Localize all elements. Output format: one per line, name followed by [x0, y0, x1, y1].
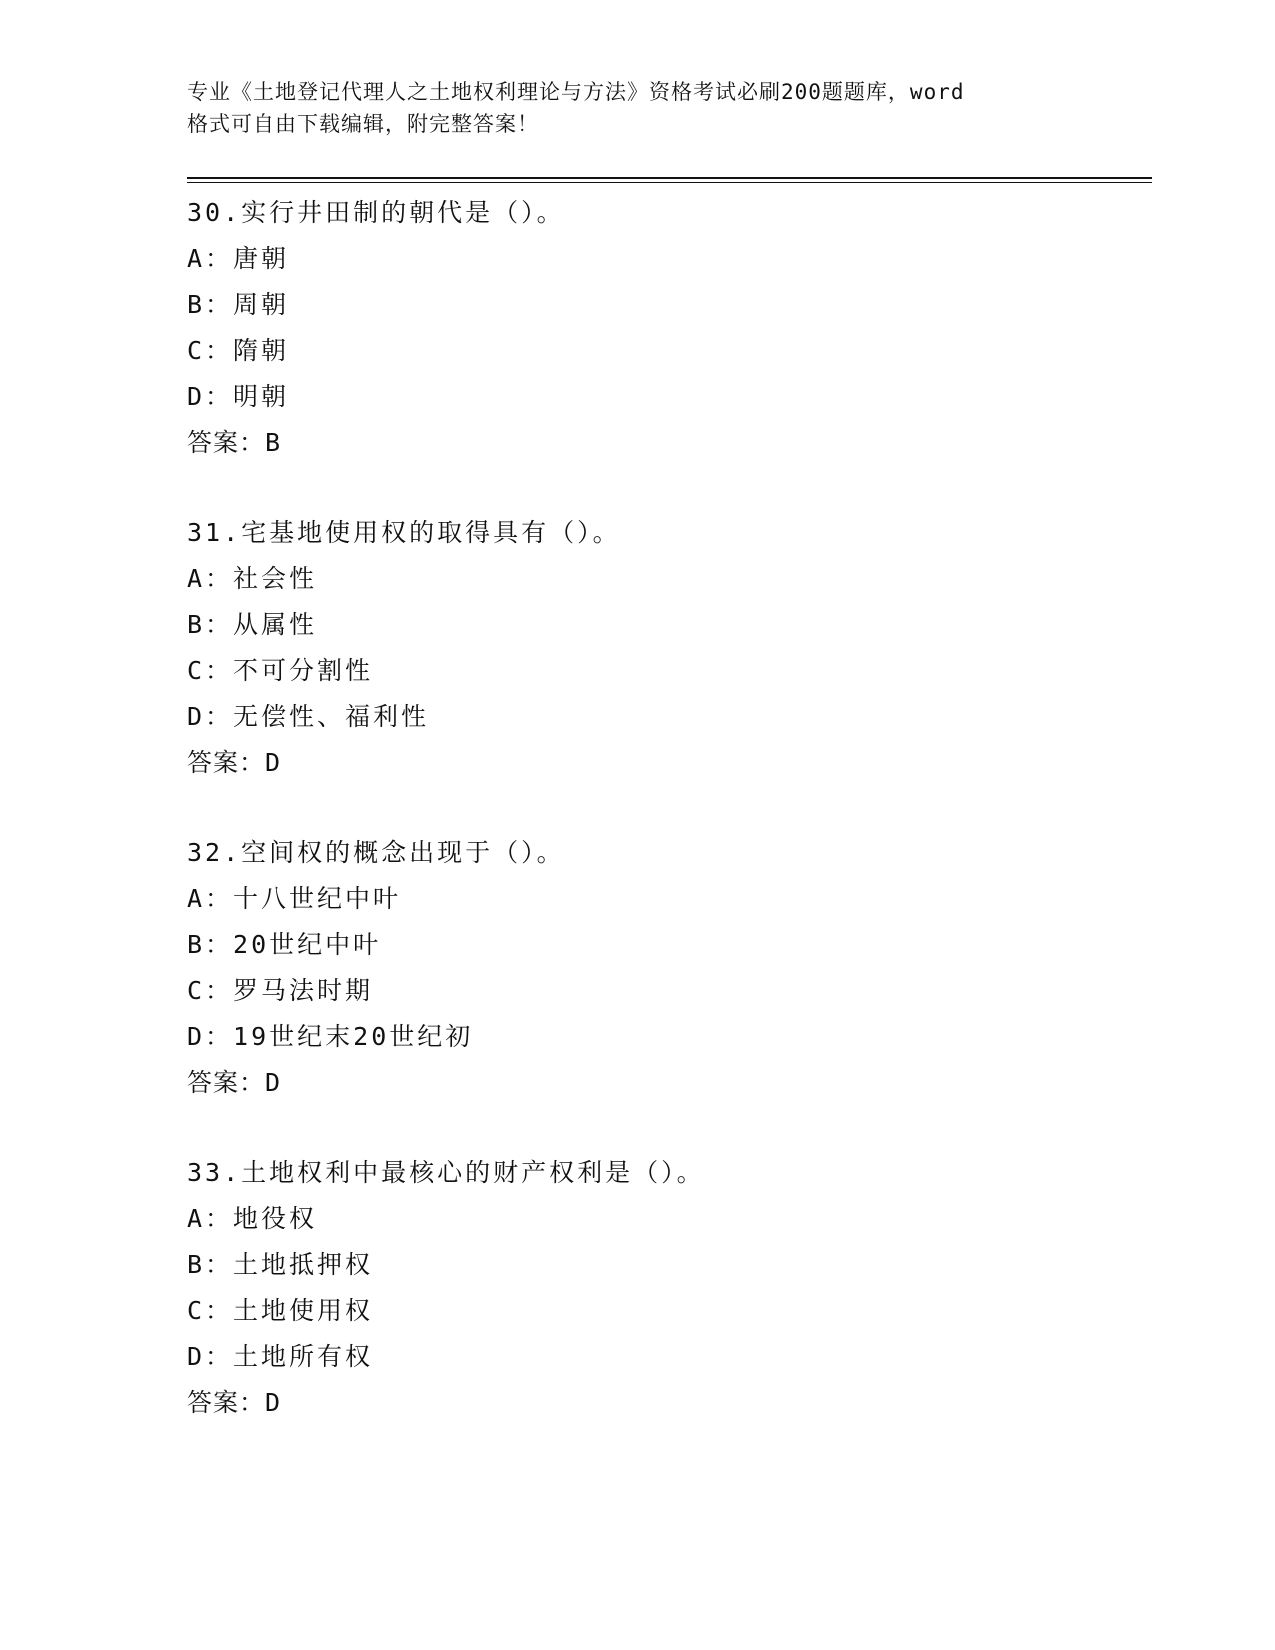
header-divider-thin — [187, 182, 1152, 183]
header-line-2: 格式可自由下载编辑，附完整答案！ — [187, 112, 539, 136]
option-a: A：十八世纪中叶 — [187, 884, 402, 913]
option-c: C：罗马法时期 — [187, 976, 374, 1005]
answer-value: D — [265, 1068, 282, 1097]
option-b: B：土地抵押权 — [187, 1250, 374, 1279]
question-stem: 32.空间权的概念出现于（）。 — [187, 838, 565, 867]
question-stem: 31.宅基地使用权的取得具有（）。 — [187, 518, 621, 547]
question-33 — [187, 1150, 1147, 1426]
question-32 — [187, 830, 1147, 1106]
option-d: D：无偿性、福利性 — [187, 702, 430, 731]
option-c: C：不可分割性 — [187, 656, 374, 685]
option-d: D：19世纪末20世纪初 — [187, 1022, 474, 1051]
header-divider-thick — [187, 177, 1152, 179]
option-b: B：20世纪中叶 — [187, 930, 382, 959]
answer-value: D — [265, 1388, 282, 1417]
question-stem: 33.土地权利中最核心的财产权利是（）。 — [187, 1158, 705, 1187]
answer-label: 答案： — [187, 748, 266, 777]
answer-value: D — [265, 748, 282, 777]
document-header — [187, 76, 1067, 140]
answer-value: B — [265, 428, 282, 457]
answer-line — [187, 420, 1147, 466]
option-a: A：社会性 — [187, 564, 318, 593]
option-a: A：地役权 — [187, 1204, 318, 1233]
question-31 — [187, 510, 1147, 786]
answer-line — [187, 740, 1147, 786]
option-c: C：隋朝 — [187, 336, 290, 365]
option-c: C：土地使用权 — [187, 1296, 374, 1325]
question-30 — [187, 190, 1147, 466]
answer-line — [187, 1060, 1147, 1106]
option-a: A：唐朝 — [187, 244, 290, 273]
option-d: D：明朝 — [187, 382, 290, 411]
answer-line — [187, 1380, 1147, 1426]
option-b: B：从属性 — [187, 610, 318, 639]
option-b: B：周朝 — [187, 290, 290, 319]
option-d: D：土地所有权 — [187, 1342, 374, 1371]
answer-label: 答案： — [187, 428, 266, 457]
question-stem: 30.实行井田制的朝代是（）。 — [187, 198, 565, 227]
header-line-1: 专业《土地登记代理人之土地权利理论与方法》资格考试必刷200题题库，word — [187, 80, 965, 104]
answer-label: 答案： — [187, 1068, 266, 1097]
answer-label: 答案： — [187, 1388, 266, 1417]
